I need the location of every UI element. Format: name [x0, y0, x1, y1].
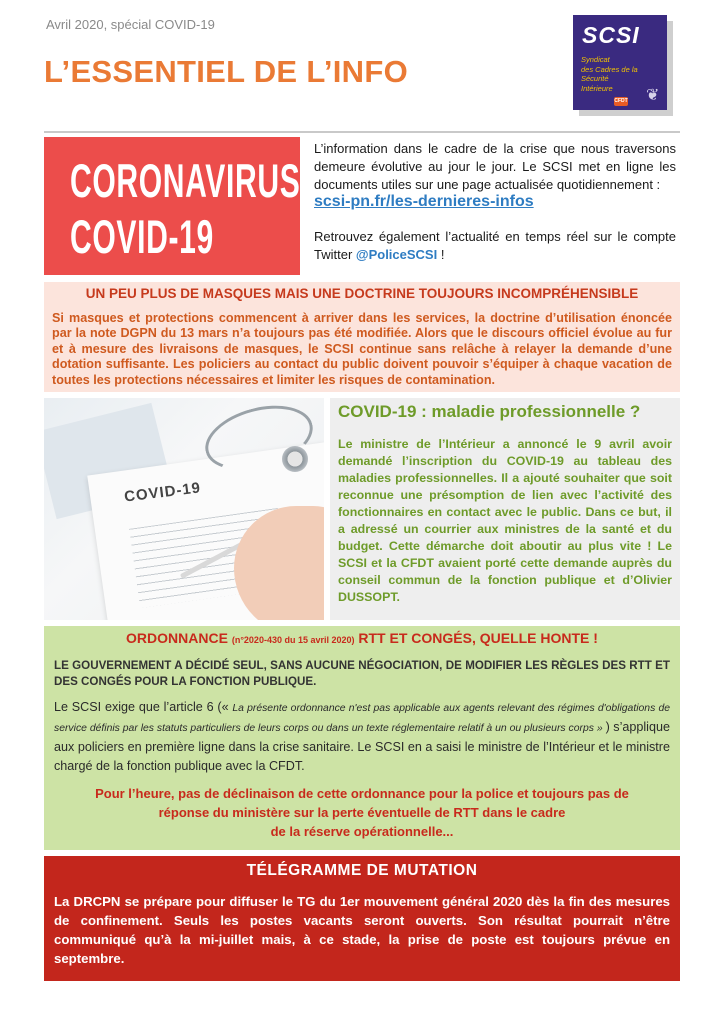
ordinance-body — [54, 698, 670, 776]
masks-section — [44, 282, 680, 392]
ordinance-conclusion-line: Pour l’heure, pas de déclinaison de cette ordonnance pour la police et toujours pas de — [95, 786, 629, 801]
ordinance-body-before: Le SCSI exige que l’article 6 (« — [54, 700, 233, 714]
telegram-title: TÉLÉGRAMME DE MUTATION — [246, 862, 478, 879]
ordinance-title — [54, 630, 670, 646]
logo-subtitle-line: des Cadres de la — [581, 64, 638, 74]
leaf-icon: ❦ — [646, 87, 660, 104]
coronavirus-banner — [44, 137, 300, 275]
occupational-disease-title: COVID-19 : maladie professionnelle ? — [338, 402, 641, 421]
twitter-text-before: Retrouvez également l’actualité en temps réel sur le compte Twitter — [314, 229, 676, 262]
banner-line-2: COVID-19 — [70, 210, 214, 263]
twitter-text-after: ! — [437, 247, 445, 262]
logo-subtitle-line: Sécurité — [581, 74, 609, 83]
ordinance-quote: La présente ordonnance n'est pas applicable aux agents relevant des régimes d'obligations de service définis par les statuts particuliers de leurs corps ou dans un texte réglementaire relatif à un ou plusieurs corps » — [54, 703, 671, 734]
covid-form-photo — [44, 398, 324, 620]
logo-subtitle — [581, 55, 638, 93]
scsi-logo — [573, 15, 667, 110]
ordinance-conclusion-line: de la réserve opérationnelle... — [270, 824, 454, 839]
ordinance-body-after: ) s’applique aux policiers en première ligne dans la crise sanitaire. Le SCSI en a saisi le ministre de l’Intérieur et le ministre chargé de la fonction publique avec la CFDT. — [54, 720, 670, 773]
telegram-section — [44, 856, 680, 981]
masks-title: UN PEU PLUS DE MASQUES MAIS UNE DOCTRINE TOUJOURS INCOMPRÉHENSIBLE — [85, 286, 639, 301]
ordinance-conclusion — [54, 784, 670, 841]
cfdt-badge: CFDT — [614, 98, 628, 104]
issue-date: Avril 2020, spécial COVID-19 — [46, 17, 215, 32]
intro-text: L’information dans le cadre de la crise que nous traversons demeure évolutive au jour le jour. Le SCSI met en ligne les documents utiles sur une page actualisée quotidiennement : — [314, 141, 676, 192]
banner-line-1: CORONAVIRUS — [70, 154, 301, 207]
ordinance-caps-statement: LE GOUVERNEMENT A DÉCIDÉ SEUL, SANS AUCUNE NÉGOCIATION, DE MODIFIER LES RÈGLES DES RTT ET DES CONGÉS POUR LA FONCTION PUBLIQUE. — [54, 659, 670, 688]
header-divider — [44, 131, 680, 133]
twitter-text — [314, 228, 676, 264]
stethoscope-head-icon — [282, 446, 308, 472]
logo-name: SCSI — [582, 22, 640, 48]
page-title: L’ESSENTIEL DE L’INFO — [44, 54, 409, 89]
ordinance-title-a: ORDONNANCE — [126, 630, 232, 646]
ordinance-conclusion-line: réponse du ministère sur la perte éventuelle de RTT dans le cadre — [158, 805, 566, 820]
occupational-disease-body: Le ministre de l’Intérieur a annoncé le 9 avril avoir demandé l’inscription du COVID-19 au tableau des maladies professionnelles. Il a ajouté souhaiter que soit reconnue une présomption de lien avec l’activité des fonctionnaires en contact avec le public. Dans ce but, il a adressé un courrier aux ministres de la santé et du budget. Cette démarche doit aboutir au plus vite ! Le SCSI et la CFDT avaient porté cette demande auprès du conseil commun de la fonction publique et d’Olivier DUSSOPT. — [338, 437, 672, 604]
masks-body: Si masques et protections commencent à arriver dans les services, la doctrine d’utilisation énoncée par la note DGPN du 13 mars n’a toujours pas été modifiée. Alors que le discours officiel évolue au fur et à mesure des livraisons de masques, le SCSI continue sans relâche à relayer la demande d’une dotation suffisante. Les policiers au contact du public doivent pouvoir s’équiper à chaque vacation de toutes les protections nécessaires et limiter les risques de contamination. — [52, 311, 672, 387]
occupational-disease-section — [330, 398, 680, 620]
telegram-body: La DRCPN se prépare pour diffuser le TG du 1er mouvement général 2020 dès la fin des mesures de confinement. Seuls les postes vacants seront ouverts. Son résultat pourrait n’être communiqué qu’à la mi-juillet mais, à ce stade, la prise de poste est toujours prévue en septembre. — [54, 894, 670, 966]
form-title: COVID-19 — [123, 479, 202, 506]
latest-info-link[interactable]: scsi-pn.fr/les-dernieres-infos — [314, 193, 534, 210]
ordinance-section — [44, 626, 680, 850]
logo-subtitle-line: Syndicat — [581, 55, 610, 64]
ordinance-title-b: RTT ET CONGÉS, QUELLE HONTE ! — [354, 630, 598, 646]
logo-subtitle-line: Intérieure — [581, 83, 613, 93]
ordinance-reference: (n°2020-430 du 15 avril 2020) — [231, 635, 355, 645]
twitter-handle-link[interactable]: @PoliceSCSI — [355, 247, 438, 262]
